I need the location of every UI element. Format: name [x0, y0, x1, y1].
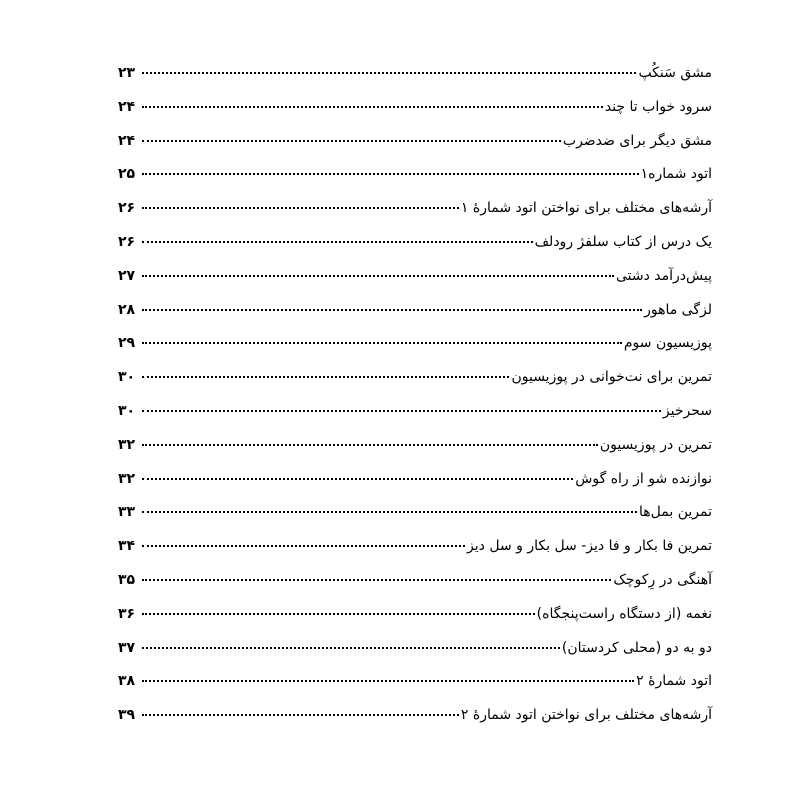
- toc-entry: [118, 606, 712, 640]
- toc-entry-title: دو به دو (محلی کردستان): [561, 639, 712, 656]
- toc-entry-page: ۲۸: [118, 301, 136, 318]
- dot-leader: [142, 444, 598, 446]
- dot-leader: [142, 579, 611, 581]
- toc-entry: [118, 166, 712, 200]
- dot-leader: [142, 545, 465, 547]
- toc-entry-page: ۳۰: [118, 369, 136, 386]
- toc-entry-page: ۲۴: [118, 132, 136, 149]
- toc-entry: [118, 640, 712, 674]
- toc-entry-title: نغمه (از دستگاه راست‌پنجگاه): [536, 605, 712, 622]
- toc-entry-title: اتود شماره۱: [640, 166, 712, 183]
- toc-entry: [118, 234, 712, 268]
- toc-entry-title: پیش‌درآمد دشتی: [615, 267, 712, 284]
- dot-leader: [142, 613, 535, 615]
- toc-entry-title: پوزیسیون سوم: [623, 335, 712, 352]
- dot-leader: [142, 680, 634, 682]
- toc-entry: [118, 437, 712, 471]
- toc-entry: [118, 471, 712, 505]
- table-of-contents: [118, 65, 712, 741]
- dot-leader: [142, 376, 509, 378]
- toc-entry-page: ۲۶: [118, 233, 136, 250]
- dot-leader: [142, 207, 459, 209]
- toc-entry-title: آرشه‌های مختلف برای نواختن اتود شمارهٔ ۱: [460, 200, 712, 217]
- toc-entry-title: سرود خواب تا چند: [604, 98, 712, 115]
- toc-entry-page: ۲۶: [118, 200, 136, 217]
- toc-entry: [118, 200, 712, 234]
- toc-entry: [118, 369, 712, 403]
- dot-leader: [142, 342, 622, 344]
- toc-entry-page: ۳۹: [118, 707, 136, 724]
- toc-entry: [118, 538, 712, 572]
- toc-entry: [118, 572, 712, 606]
- dot-leader: [142, 275, 614, 277]
- dot-leader: [142, 478, 573, 480]
- toc-entry-page: ۲۳: [118, 65, 136, 81]
- toc-entry: [118, 65, 712, 99]
- toc-entry-page: ۳۳: [118, 504, 136, 521]
- toc-entry: [118, 403, 712, 437]
- toc-entry-page: ۳۸: [118, 673, 136, 690]
- toc-entry-title: تمرین در پوزیسیون: [599, 436, 712, 453]
- toc-entry: [118, 99, 712, 133]
- toc-entry-title: آرشه‌های مختلف برای نواختن اتود شمارهٔ ۲: [460, 707, 712, 724]
- dot-leader: [142, 106, 603, 108]
- toc-entry-page: ۳۴: [118, 538, 136, 555]
- toc-entry-title: لزگی ماهور: [644, 301, 712, 318]
- toc-entry-page: ۳۵: [118, 571, 136, 588]
- dot-leader: [142, 72, 636, 74]
- toc-entry-page: ۳۷: [118, 639, 136, 656]
- toc-entry: [118, 504, 712, 538]
- toc-entry-title: سحرخیز: [662, 402, 712, 419]
- dot-leader: [142, 309, 642, 311]
- dot-leader: [142, 714, 459, 716]
- toc-entry-title: نوازنده شو از راه گوش: [575, 470, 712, 487]
- dot-leader: [142, 647, 560, 649]
- toc-entry: [118, 302, 712, 336]
- toc-entry-page: ۲۹: [118, 335, 136, 352]
- toc-entry-title: یک درس از کتاب سلفژ رودلف: [534, 233, 712, 250]
- toc-entry-title: مشق سَنکُپ: [638, 65, 712, 81]
- toc-entry-page: ۲۵: [118, 166, 136, 183]
- toc-entry-title: اتود شمارهٔ ۲: [636, 673, 712, 690]
- toc-entry-title: تمرین فا بکار و فا دیز- سل بکار و سل دیز: [467, 538, 712, 555]
- toc-entry-page: ۳۶: [118, 605, 136, 622]
- toc-entry-page: ۳۰: [118, 402, 136, 419]
- toc-entry-page: ۲۷: [118, 267, 136, 284]
- toc-entry: [118, 268, 712, 302]
- dot-leader: [142, 140, 561, 142]
- dot-leader: [142, 410, 661, 412]
- toc-entry-page: ۲۴: [118, 98, 136, 115]
- dot-leader: [142, 241, 533, 243]
- toc-entry-title: تمرین برای نت‌خوانی در پوزیسیون: [511, 369, 712, 386]
- toc-entry-title: آهنگی در رِکوچک: [613, 571, 712, 588]
- toc-entry-title: مشق دیگر برای ضدضرب: [562, 132, 712, 149]
- dot-leader: [142, 173, 639, 175]
- toc-entry-page: ۳۲: [118, 436, 136, 453]
- toc-entry: [118, 673, 712, 707]
- toc-entry: [118, 707, 712, 741]
- toc-entry-title: تمرین بمل‌ها: [639, 504, 712, 521]
- dot-leader: [142, 511, 637, 513]
- toc-entry: [118, 133, 712, 167]
- toc-entry-page: ۳۲: [118, 470, 136, 487]
- toc-entry: [118, 335, 712, 369]
